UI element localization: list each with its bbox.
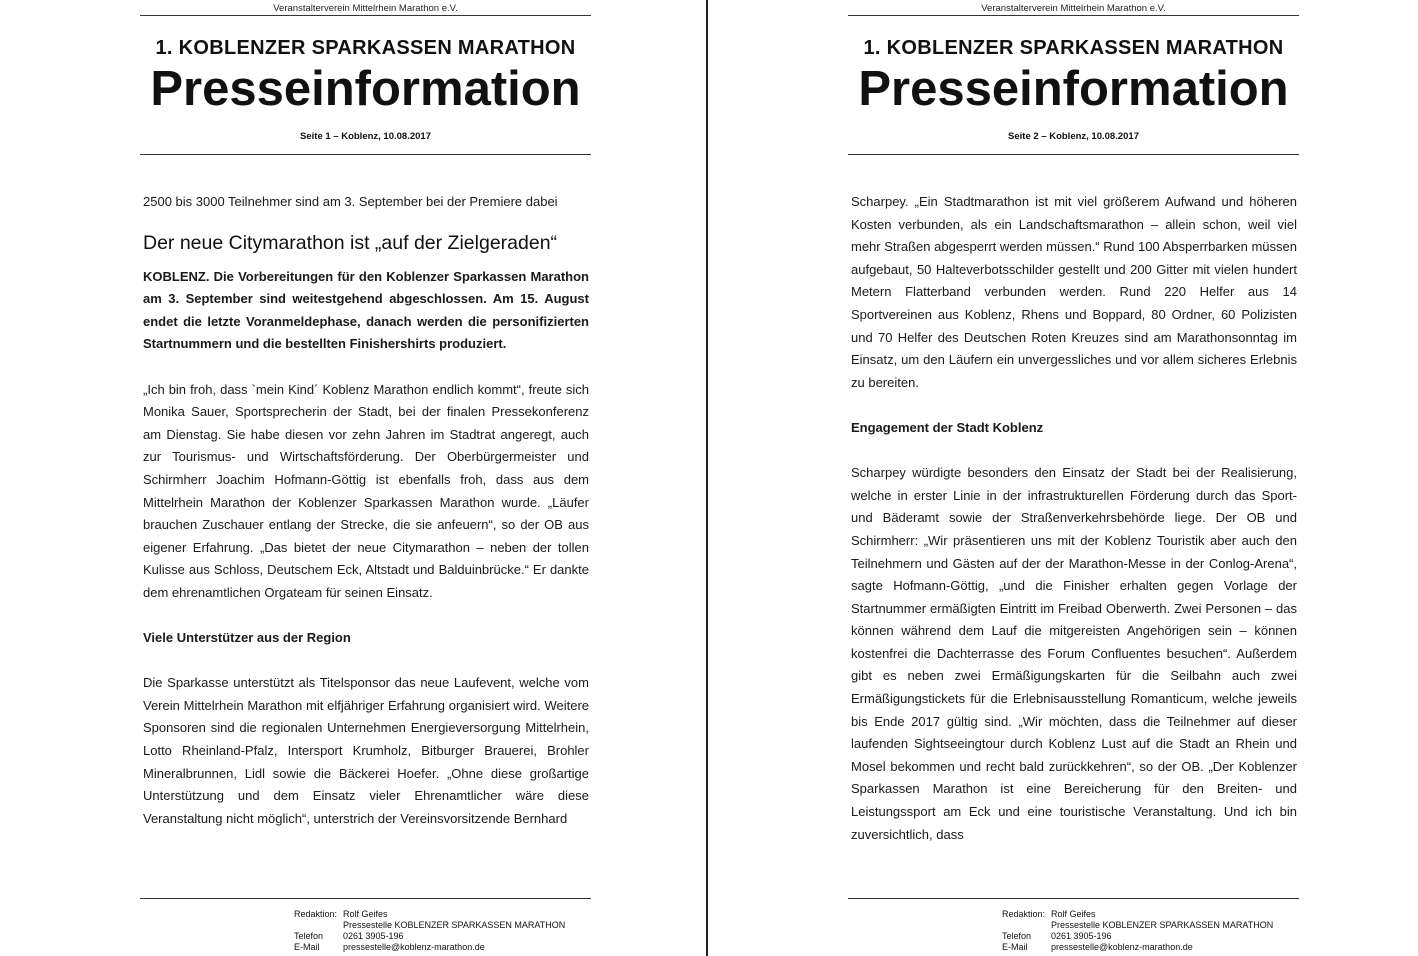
document-title: Presseinformation [150,62,581,116]
page-info: Seite 2 – Koblenz, 10.08.2017 [1008,131,1139,142]
article-subhead: Viele Unterstützer aus der Region [143,630,351,646]
footer-label: Telefon [1002,931,1032,941]
document-page-1 [0,0,706,956]
page-info: Seite 1 – Koblenz, 10.08.2017 [300,131,431,142]
footer-value: Rolf Geifes [343,909,388,919]
footer-email: pressestelle@koblenz-marathon.de [343,942,485,952]
article-paragraph: Die Sparkasse unterstützt als Titelsponsor das neue Laufevent, welche vom Verein Mittelrhein Marathon mit elfjähriger Erfahrung organisiert wird. Weitere Sponsoren sind die regionalen Unternehmen Energieversorgung Mittelrhein, Lotto Rheinland-Pfalz, Intersport Krumholz, Bitburger Brauerei, Brohler Mineralbrunnen, Lidl sowie die Bäckerei Hoefer. „Ohne diese großartige Unterstützung und dem Einsatz vieler Ehrenamtlicher wäre diese Veranstaltung nicht möglich“, unterstrich der Vereinsvorsitzende Bernhard [143,675,589,826]
footer-value: Pressestelle KOBLENZER SPARKASSEN MARATHON [343,920,566,930]
footer-value: 0261 3905-196 [343,931,404,941]
document-title: Presseinformation [858,62,1289,116]
footer-value: Pressestelle KOBLENZER SPARKASSEN MARATHON [1051,920,1274,930]
footer-email: pressestelle@koblenz-marathon.de [1051,942,1193,952]
footer-label: E-Mail [294,942,320,952]
article-paragraph: Scharpey würdigte besonders den Einsatz der Stadt bei der Realisierung, welche in erster Linie in der infrastrukturellen Förderung durch das Sport- und Bäderamt sowie der Straßenverkehrsbehörde liege. Der OB und Schirmherr: „Wir präsentieren uns mit der Koblenz Touristik aber auch den Teilnehmern und Gästen auf der der Marathon-Messe in der Conlog-Arena“, sagte Hofmann-Göttig, „und die Finisher erhalten gegen Vorlage der Startnummer ermäßigten Eintritt im Freibad Oberwerth. Zwei Personen – das können während dem Lauf die mitgereisten Angehörigen sein – können kostenfrei die Dachterrasse des Forum Confluentes besuchen“. Außerdem gibt es neben zwei Ermäßigungskarten für die Seilbahn auch zwei Ermäßigungstickets für die Erlebnisausstellung Romanticum, welche jeweils bis Ende 2017 gültig sind. „Wir möchten, dass die Teilnehmer auf dieser laufenden Sightseeingtour durch Koblenz Lust auf die Stadt an Rhein und Mosel bekommen und recht bald zurückkehren“, so der OB. „Der Koblenzer Sparkassen Marathon ist eine Bereicherung für den Breiten- und Leistungssport am Eck und eine touristische Veranstaltung. Und ich bin zuversichtlich, dass [851,465,1297,842]
article-body [851,191,1297,846]
footer-label: E-Mail [1002,942,1028,952]
footer-contact [1002,909,1273,953]
article-headline: Der neue Citymarathon ist „auf der Zielgeraden“ [143,231,558,254]
footer-value: 0261 3905-196 [1051,931,1112,941]
event-title: 1. KOBLENZER SPARKASSEN MARATHON [155,37,576,59]
article-lead: KOBLENZ. Die Vorbereitungen für den Koblenzer Sparkassen Marathon am 3. September sind weitestgehend abgeschlossen. Am 15. August endet die letzte Voranmeldephase, danach werden die personifizierten Startnummern und die bestellten Finishershirts produziert. [143,268,589,352]
footer-value: Rolf Geifes [1051,909,1096,919]
organization-name: Veranstalterverein Mittelrhein Marathon e.V. [273,3,458,14]
event-title: 1. KOBLENZER SPARKASSEN MARATHON [863,37,1284,59]
article-body [143,191,589,830]
article-subhead: Engagement der Stadt Koblenz [851,419,1044,435]
document-page-2 [708,0,1414,956]
header-rule [848,15,1299,16]
footer-rule [848,898,1299,899]
title-rule [140,154,591,155]
title-rule [848,154,1299,155]
header-rule [140,15,591,16]
article-paragraph: „Ich bin froh, dass `mein Kind´ Koblenz Marathon endlich kommt“, freute sich Monika Sauer, Sportsprecherin der Stadt, bei der finalen Pressekonferenz am Dienstag. Sie habe diesen vor zehn Jahren im Stadtrat angeregt, auch zur Tourismus- und Wirtschaftsförderung. Der Oberbürgermeister und Schirmherr Joachim Hofmann-Göttig ist ebenfalls froh, dass aus dem Mittelrhein Marathon der Koblenzer Sparkassen Marathon wurde. „Läufer brauchen Zuschauer entlang der Strecke, die sie anfeuern“, so der OB aus eigener Erfahrung. „Das bietet der neue Citymarathon – neben der tollen Kulisse aus Schloss, Deutschem Eck, Altstadt und Balduinbrücke.“ Er dankte dem ehrenamtlichen Orgateam für seinen Einsatz. [143,381,589,600]
organization-name: Veranstalterverein Mittelrhein Marathon e.V. [981,3,1166,14]
footer-rule [140,898,591,899]
footer-label: Telefon [294,931,324,941]
footer-contact [294,909,565,953]
footer-label: Redaktion: [1002,909,1046,919]
article-paragraph: Scharpey. „Ein Stadtmarathon ist mit viel größerem Aufwand und höheren Kosten verbunden, als ein Landschaftsmarathon – allein schon, weil viel mehr Straßen abgesperrt werden müssen.“ Rund 100 Absperrbarken müssen aufgebaut, 50 Halteverbotsschilder gestellt und 200 Gitter mit vielen hundert Metern Flatterband verbunden werden. Rund 220 Helfer aus 14 Sportvereinen aus Koblenz, Rhens und Boppard, 80 Ordner, 60 Polizisten und 70 Helfer des Deutschen Roten Kreuzes sind am Marathonsonntag im Einsatz, um den Läufern ein unvergessliches und vor allem sicheres Erlebnis zu bereiten. [851,194,1297,390]
article-subline: 2500 bis 3000 Teilnehmer sind am 3. September bei der Premiere dabei [143,194,558,209]
footer-label: Redaktion: [294,909,338,919]
